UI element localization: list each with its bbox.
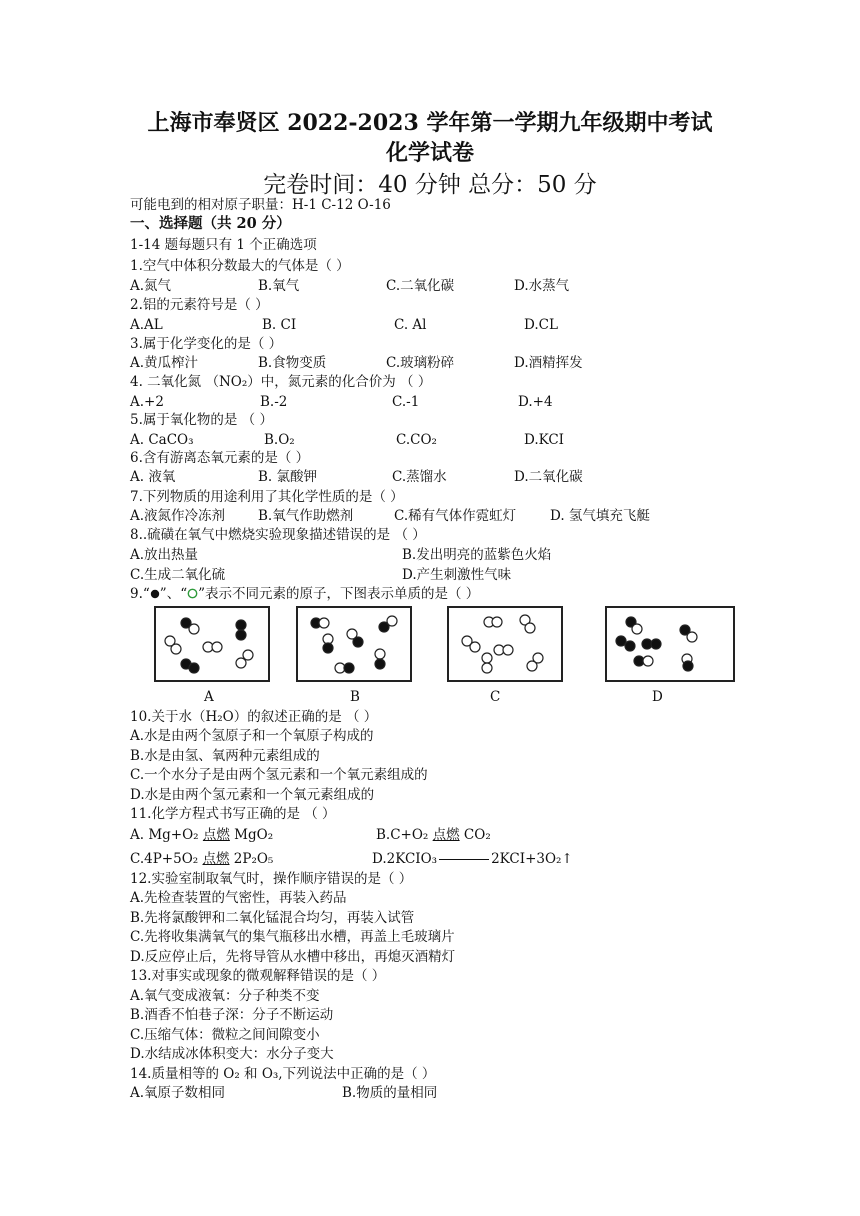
option-d: D.酒精挥发 [514,355,583,371]
option-c: C.CO₂ [396,432,437,448]
option-c: C.玻璃粉碎 [386,355,455,371]
option-a: A.先检查装置的气密性，再装入药品 [130,890,347,906]
option-b: B.先将氯酸钾和二氧化锰混合均匀，再装入试管 [130,910,415,926]
section-note: 1-14 题每题只有 1 个正确选项 [130,237,317,253]
option-d: D.KCI [524,432,565,448]
equation-left: D.2KCIO₃ [372,851,438,867]
diagram-label-d: D [652,689,663,705]
diagram-label-a: A [204,689,214,705]
equation-right: 2KCI+3O₂↑ [491,851,573,867]
option-b: B. 氯酸钾 [258,469,318,485]
equation-right: 2P₂O₅ [229,851,274,867]
option-a: A.水是由两个氢原子和一个氧原子构成的 [130,728,374,744]
question-stem: 4. 二氧化氮 （NO₂）中，氮元素的化合价为 （ ） [130,374,432,390]
option-c: C.二氧化碳 [386,278,455,294]
option-d: D.水蒸气 [514,278,570,294]
option-c [130,850,273,868]
option-a: A.黄瓜榨汁 [130,355,199,371]
question-stem: 6.含有游离态氧元素的是（ ） [130,450,310,466]
option-d: D.水结成冰体积变大：水分子变大 [130,1046,334,1062]
option-d: D.产生刺激性气味 [402,567,512,583]
option-d: D.CL [524,317,558,333]
option-b: B.酒香不怕巷子深：分子不断运动 [130,1007,334,1023]
question-stem: 11.化学方程式书写正确的是 （ ） [130,806,336,822]
equation-left: A. Mg+O₂ [130,827,203,843]
option-a [130,826,273,844]
option-c: C.生成二氧化硫 [130,567,226,583]
diagram-b [296,606,412,682]
equation-right: MgO₂ [229,827,274,843]
option-b: B.-2 [260,394,288,410]
question-stem: 5.属于氧化物的是 （ ） [130,412,273,428]
option-d: D. 氢气填充飞艇 [550,508,650,524]
option-a: A.氮气 [130,278,172,294]
question-stem: 10.关于水（H₂O）的叙述正确的是 （ ） [130,709,378,725]
option-d: D.二氧化碳 [514,469,583,485]
exam-title: 上海市奉贤区 2022-2023 学年第一学期九年级期中考试 [147,110,713,136]
question-stem: 13.对事实或现象的微观解释错误的是（ ） [130,968,386,984]
option-d: D.反应停止后，先将导管从水槽中移出，再熄灭酒精灯 [130,949,456,965]
option-c: C. Al [394,317,427,333]
exam-subject: 化学试卷 [385,140,474,166]
reaction-condition: 点燃 [432,827,460,843]
option-d: D.+4 [518,394,553,410]
option-a: A.氧原子数相同 [130,1085,226,1101]
question-stem: 2.铝的元素符号是（ ） [130,297,269,313]
question-stem: 7.下列物质的用途利用了其化学性质的是（ ） [130,489,404,505]
option-b: B.氧气 [258,278,300,294]
option-a: A.氧气变成液氧：分子种类不变 [130,988,320,1004]
option-c: C.蒸馏水 [392,469,447,485]
option-b: B.氧气作助燃剂 [258,508,354,524]
question-stem: 14.质量相等的 O₂ 和 O₃,下列说法中正确的是（ ） [130,1066,436,1082]
option-d [372,850,573,868]
option-c: C.一个水分子是由两个氢元素和一个氧元素组成的 [130,767,428,783]
black-atom-icon [150,589,160,599]
stem-part: ”表示不同元素的原子，下图表示单质的是（ ） [198,586,480,602]
diagram-a [154,606,270,682]
equation-right: CO₂ [459,827,491,843]
option-b: B. CI [262,317,297,333]
diagram-label-b: B [350,689,360,705]
reaction-condition: 点燃 [202,827,230,843]
equation-left: B.C+O₂ [376,827,433,843]
question-stem: 3.属于化学变化的是（ ） [130,336,283,352]
option-c: C.稀有气体作霓虹灯 [394,508,517,524]
stem-part: 9.“ [130,586,150,602]
diagram-c [447,606,563,682]
exam-time-info: 完卷时间：40 分钟 总分：50 分 [263,172,597,198]
option-a: A.放出热量 [130,547,199,563]
question-stem: 1.空气中体积分数最大的气体是（ ） [130,258,350,274]
option-b: B.物质的量相同 [342,1085,438,1101]
white-atom-icon [187,588,198,599]
atomic-masses: 可能电到的相对原子职量：H-1 C-12 O-16 [130,197,391,213]
reaction-condition: 点燃 [202,851,230,867]
option-b: B.食物变质 [258,355,327,371]
option-b: B.水是由氢、氧两种元素组成的 [130,748,320,764]
question-stem: 8..硫磺在氧气中燃烧实验现象描述错误的是 （ ） [130,527,426,543]
option-a: A. 液氧 [130,469,176,485]
option-b [376,826,491,844]
equation-left: C.4P+5O₂ [130,851,203,867]
option-c: C.-1 [392,394,420,410]
question-stem: 12.实验室制取氧气时，操作顺序错误的是（ ） [130,871,413,887]
option-c: C.先将收集满氧气的集气瓶移出水槽，再盖上毛玻璃片 [130,929,455,945]
stem-part: ”、“ [159,586,188,602]
equation-line [439,859,489,860]
option-a: A.液氮作冷冻剂 [130,508,226,524]
option-d: D.水是由两个氢元素和一个氧元素组成的 [130,787,375,803]
option-b: B.发出明亮的蓝紫色火焰 [402,547,552,563]
option-b: B.O₂ [264,432,295,448]
section-heading: 一、选择题（共 20 分） [130,215,291,232]
option-a: A.AL [130,317,163,333]
diagram-d [605,606,735,682]
diagram-label-c: C [490,689,501,705]
option-a: A.+2 [130,394,164,410]
question-stem [130,585,479,603]
option-a: A. CaCO₃ [130,432,194,448]
option-c: C.压缩气体：微粒之间间隙变小 [130,1027,320,1043]
